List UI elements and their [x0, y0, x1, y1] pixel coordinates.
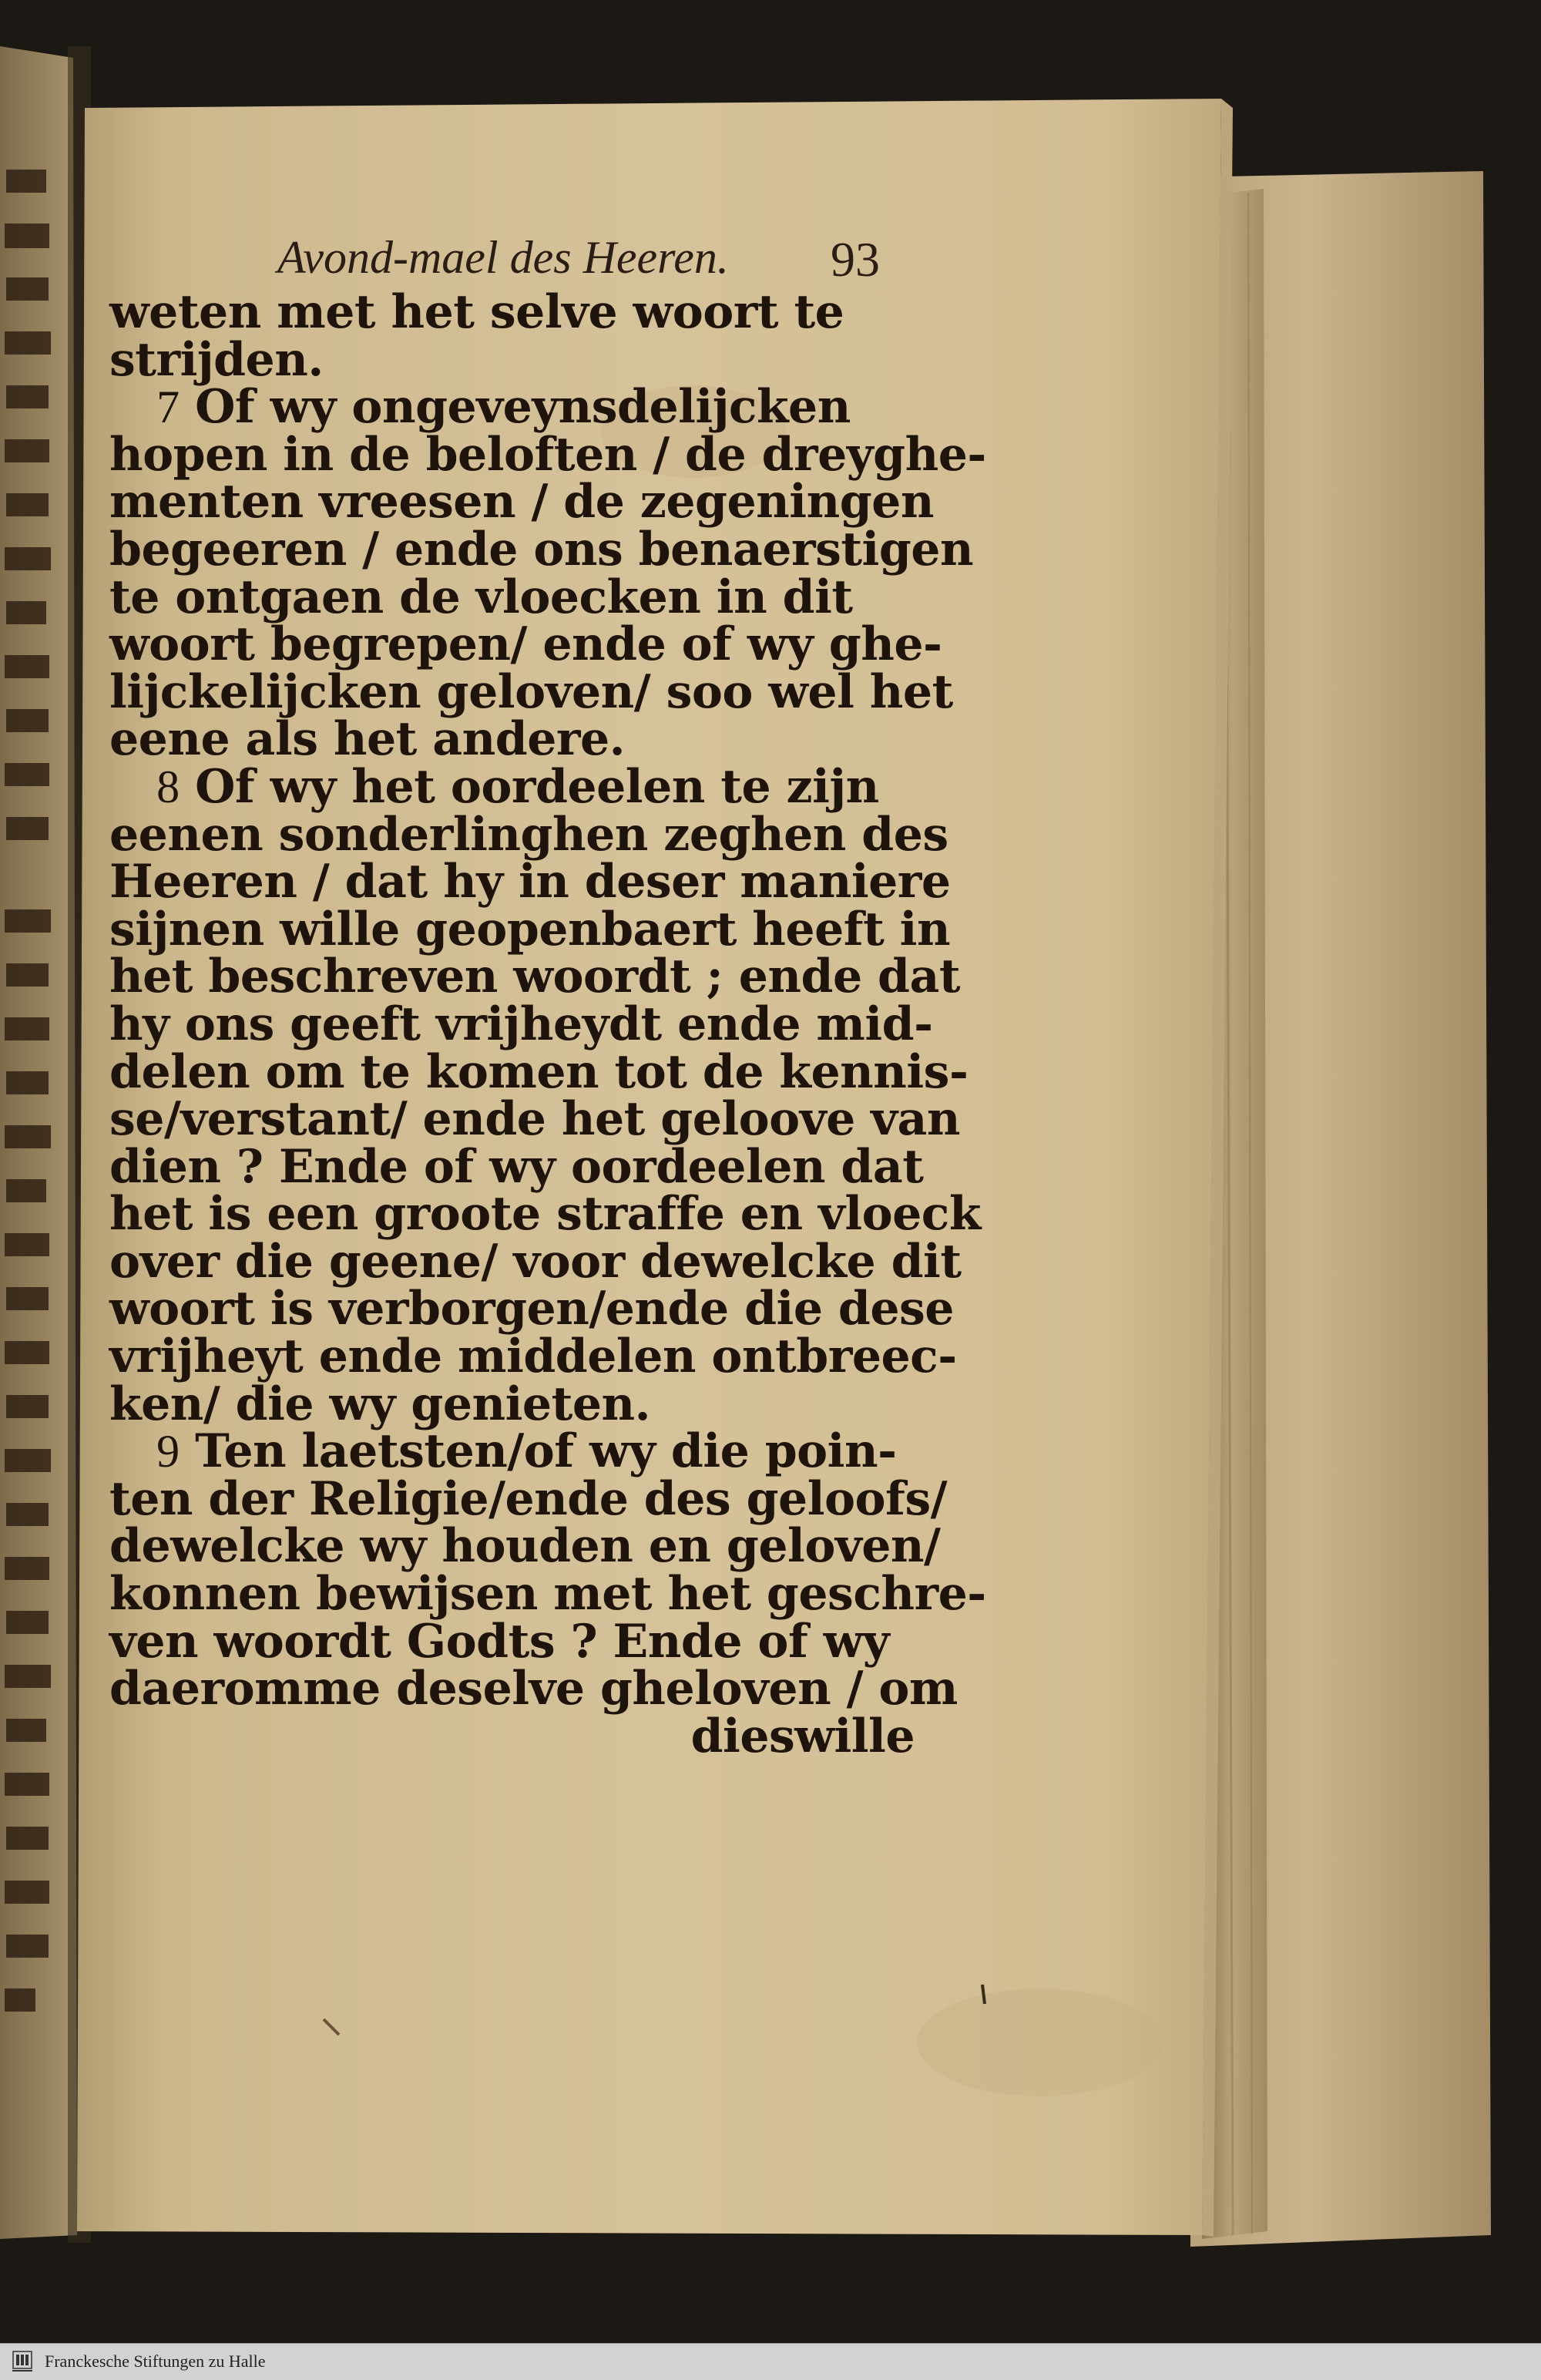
text-line: eenen sonderlinghen zeghen des: [109, 807, 948, 862]
section-number: 8: [156, 761, 180, 812]
text-line: dien ? Ende of wy oordeelen dat: [109, 1139, 924, 1194]
text-line: ven woordt Godts ? Ende of wy: [109, 1614, 890, 1669]
text-line: konnen bewijsen met het geschre-: [109, 1567, 986, 1622]
text-line: het beschreven woordt ; ende dat: [109, 950, 961, 1004]
text-line: 7 Of wy ongeveynsdelijcken: [156, 380, 851, 435]
text-line: se/verstant/ ende het geloove van: [109, 1092, 960, 1147]
text-line: te ontgaen de vloecken in dit: [109, 570, 853, 624]
text-line: menten vreesen / de zegeningen: [109, 475, 934, 529]
institution-name: Franckesche Stiftungen zu Halle: [45, 2351, 266, 2371]
text-line: begeeren / ende ons benaerstigen: [109, 522, 974, 577]
text-line: 8 Of wy het oordeelen te zijn: [156, 759, 879, 814]
text-line: sijnen wille geopenbaert heeft in: [109, 902, 951, 956]
catchword: dieswille: [690, 1709, 915, 1763]
facing-page-text-fragments: [5, 170, 51, 2012]
text-line: dewelcke wy houden en geloven/: [109, 1519, 941, 1574]
body-text: [109, 285, 986, 1763]
institution-logo-icon: [11, 2350, 34, 2375]
text-line: delen om te komen tot de kennis-: [109, 1044, 969, 1099]
text-line: woort begrepen/ ende of wy ghe-: [109, 617, 942, 672]
text-line: vrijheyt ende middelen ontbreec-: [109, 1330, 957, 1384]
text-line: ken/ die wy genieten.: [109, 1377, 650, 1431]
running-title: Avond-mael des Heeren.: [277, 232, 729, 283]
text-line: Heeren / dat hy in deser maniere: [109, 855, 951, 909]
text-line: woort is verborgen/ende die dese: [109, 1282, 954, 1336]
section-number: 9: [156, 1426, 180, 1477]
text-line: ten der Religie/ende des geloofs/: [109, 1471, 948, 1526]
footer-bar: [0, 2343, 1541, 2380]
text-line: 9 Ten laetsten/of wy die poin-: [156, 1424, 897, 1479]
text-line: het is een groote straffe en vloeck: [109, 1187, 981, 1242]
section-number: 7: [156, 382, 180, 433]
text-line: hy ons geeft vrijheydt ende mid-: [109, 997, 933, 1051]
text-line: eene als het andere.: [109, 712, 626, 767]
text-line: hopen in de beloften / de dreyghe-: [109, 427, 986, 482]
text-line: strijden.: [109, 332, 324, 387]
page-number: 93: [831, 232, 880, 287]
text-line: lijckelijcken geloven/ soo wel het: [109, 664, 953, 719]
text-line: daeromme deselve gheloven / om: [109, 1662, 958, 1716]
text-line: weten met het selve woort te: [109, 285, 844, 339]
text-line: over die geene/ voor dewelcke dit: [109, 1234, 962, 1289]
